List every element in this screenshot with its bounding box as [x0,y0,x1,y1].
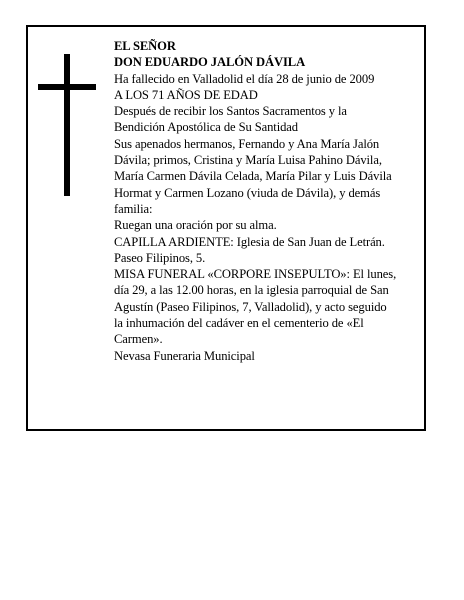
obituary-text [114,38,426,364]
sacraments-statement: Después de recibir los Santos Sacramentos y la Bendición Apostólica de Su Santidad [114,104,347,135]
cross-icon [38,54,96,196]
age-statement: A LOS 71 AÑOS DE EDAD [114,87,258,102]
family-list: Sus apenados hermanos, Fernando y Ana María Jalón Dávila; primos, Cristina y María Luisa Pahino Dávila, María Carmen Dávila Celada, María Pilar y Luis Dávila Hormat y Carmen Lozano (viuda de Dávila), y demás familia: [114,136,392,216]
prayer-request: Ruegan una oración por su alma. [114,218,277,233]
chapel-info: CAPILLA ARDIENTE: Iglesia de San Juan de Letrán. Paseo Filipinos, 5. [114,234,385,265]
deceased-name: DON EDUARDO JALÓN DÁVILA [114,55,306,70]
cross-vertical-bar [64,54,70,196]
death-statement: Ha fallecido en Valladolid el día 28 de junio de 2009 [114,71,375,86]
funeral-home: Nevasa Funeraria Municipal [114,348,255,363]
funeral-mass-info: MISA FUNERAL «CORPORE INSEPULTO»: El lunes, día 29, a las 12.00 horas, en la iglesia parroquial de San Agustín (Paseo Filipinos, 7, Valladolid), y acto seguido la inhumación del cadáver en el cementerio de «El Carmen». [114,267,397,347]
notice-title: EL SEÑOR [114,39,176,53]
cross-horizontal-bar [38,84,96,90]
